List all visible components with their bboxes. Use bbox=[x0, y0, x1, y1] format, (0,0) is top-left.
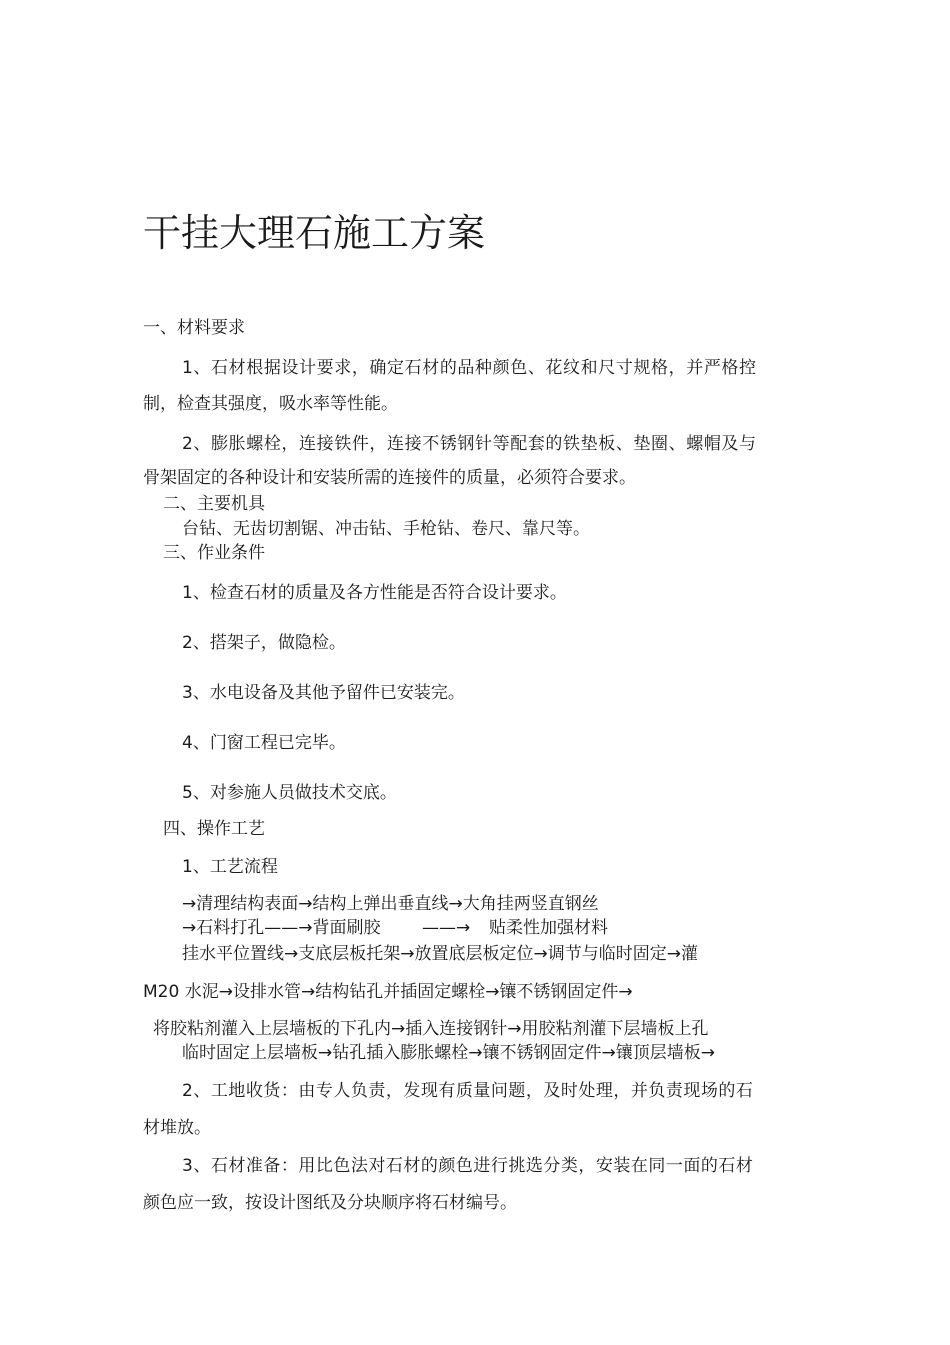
paragraph-line: 颜色应一致，按设计图纸及分块顺序将石材编号。 bbox=[143, 1193, 517, 1213]
section-heading-tools: 二、主要机具 bbox=[163, 494, 265, 514]
condition-item: 5、对参施人员做技术交底。 bbox=[182, 783, 397, 803]
paragraph-line: 骨架固定的各种设计和安装所需的连接件的质量，必须符合要求。 bbox=[143, 468, 636, 488]
flow-line: 挂水平位置线→支底层板托架→放置底层板定位→调节与临时固定→灌 bbox=[182, 944, 698, 964]
flow-line: →石料打孔——→背面刷胶 bbox=[182, 918, 381, 938]
condition-item: 3、水电设备及其他予留件已安装完。 bbox=[182, 683, 465, 703]
section-heading-process: 四、操作工艺 bbox=[163, 819, 265, 839]
flow-line: 将胶粘剂灌入上层墙板的下孔内→插入连接钢针→用胶粘剂灌下层墙板上孔 bbox=[153, 1019, 709, 1039]
flow-line: ——→ bbox=[422, 918, 471, 938]
paragraph-line: 2、工地收货：由专人负责，发现有质量问题，及时处理，并负责现场的石 bbox=[182, 1081, 754, 1101]
paragraph-line: 制，检查其强度，吸水率等性能。 bbox=[143, 394, 398, 414]
section-heading-materials: 一、材料要求 bbox=[143, 318, 245, 338]
paragraph-line: 2、膨胀螺栓，连接铁件，连接不锈钢针等配套的铁垫板、垫圈、螺帽及与 bbox=[182, 434, 757, 454]
paragraph-line: 材堆放。 bbox=[143, 1118, 211, 1138]
condition-item: 4、门窗工程已完毕。 bbox=[182, 733, 346, 753]
paragraph-line: 1、石材根据设计要求，确定石材的品种颜色、花纹和尺寸规格，并严格控 bbox=[182, 358, 757, 378]
subsection-heading: 1、工艺流程 bbox=[182, 857, 278, 877]
page-title: 干挂大理石施工方案 bbox=[143, 211, 486, 255]
condition-item: 1、检查石材的质量及各方性能是否符合设计要求。 bbox=[182, 583, 567, 603]
flow-line: 临时固定上层墙板→钻孔插入膨胀螺栓→镶不锈钢固定件→镶顶层墙板→ bbox=[182, 1043, 715, 1063]
flow-line: →清理结构表面→结构上弹出垂直线→大角挂两竖直钢丝 bbox=[182, 894, 599, 914]
section-heading-conditions: 三、作业条件 bbox=[163, 543, 265, 563]
flow-line: 贴柔性加强材料 bbox=[489, 918, 608, 938]
paragraph-line: 3、石材准备：用比色法对石材的颜色进行挑选分类，安装在同一面的石材 bbox=[182, 1156, 754, 1176]
tools-list: 台钻、无齿切割锯、冲击钻、手枪钻、卷尺、靠尺等。 bbox=[182, 519, 590, 539]
condition-item: 2、搭架子，做隐检。 bbox=[182, 633, 346, 653]
flow-line: M20 水泥→设排水管→结构钻孔并插固定螺栓→镶不锈钢固定件→ bbox=[143, 982, 633, 1002]
